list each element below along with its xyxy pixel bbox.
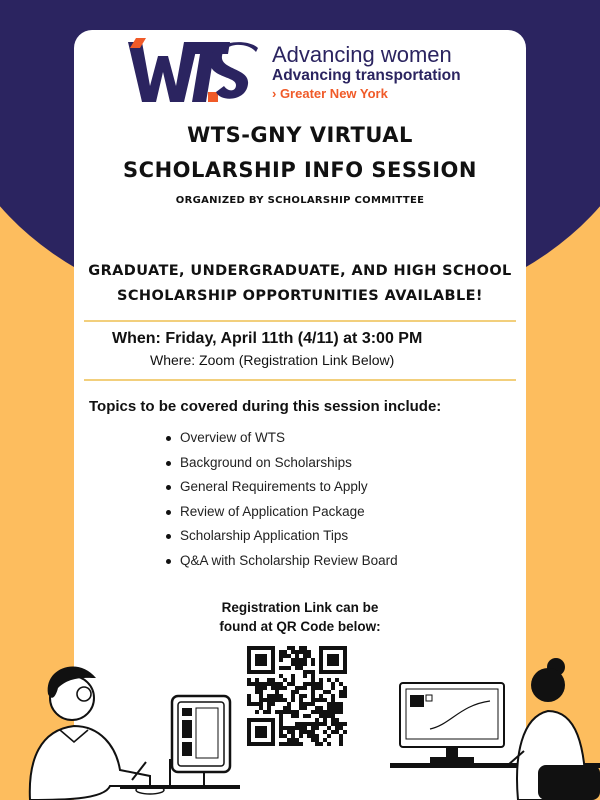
qr-module <box>303 726 307 730</box>
qr-module <box>319 710 323 714</box>
list-item <box>164 553 398 578</box>
qr-module <box>279 682 283 686</box>
qr-module <box>271 686 275 690</box>
qr-module <box>331 686 335 690</box>
topic-text: Q&A with Scholarship Review Board <box>180 552 398 568</box>
bullet-icon <box>166 461 171 466</box>
bullet-icon <box>166 510 171 515</box>
qr-module <box>291 678 295 682</box>
qr-module <box>315 682 319 686</box>
qr-module <box>287 646 291 650</box>
qr-module <box>279 726 283 730</box>
qr-module <box>323 690 327 694</box>
qr-module <box>291 650 295 654</box>
qr-module <box>323 718 327 722</box>
qr-module <box>299 706 303 710</box>
qr-module <box>287 730 291 734</box>
list-item <box>164 479 398 504</box>
qr-module <box>271 682 275 686</box>
qr-module <box>259 702 263 706</box>
qr-module <box>287 726 291 730</box>
qr-module <box>331 714 335 718</box>
qr-module <box>335 730 339 734</box>
qr-module <box>311 710 315 714</box>
qr-module <box>299 730 303 734</box>
person-at-desk-illustration <box>390 655 600 800</box>
person-at-computer-illustration <box>0 650 240 800</box>
qr-module <box>307 722 311 726</box>
qr-module <box>295 714 299 718</box>
qr-module <box>335 678 339 682</box>
opportunities-line2: SCHOLARSHIP OPPORTUNITIES AVAILABLE! <box>117 288 483 304</box>
qr-module <box>303 706 307 710</box>
divider-top <box>84 320 516 322</box>
qr-module <box>291 662 295 666</box>
logo-tagline-women: Advancing women <box>272 42 452 67</box>
organizer-subtitle: ORGANIZED BY SCHOLARSHIP COMMITTEE <box>175 195 425 206</box>
qr-module <box>299 726 303 730</box>
qr-module <box>279 694 283 698</box>
qr-module <box>303 662 307 666</box>
qr-module <box>291 742 295 746</box>
qr-module <box>299 722 303 726</box>
qr-module <box>279 742 283 746</box>
qr-module <box>295 658 299 662</box>
qr-module <box>291 734 295 738</box>
qr-module <box>295 722 299 726</box>
qr-module <box>339 742 343 746</box>
list-item <box>164 455 398 480</box>
qr-module <box>331 710 335 714</box>
qr-module <box>279 730 283 734</box>
qr-module <box>323 714 327 718</box>
qr-module <box>315 738 319 742</box>
qr-module <box>291 730 295 734</box>
qr-module <box>311 726 315 730</box>
opportunities-line1: GRADUATE, UNDERGRADUATE, AND HIGH SCHOOL <box>88 263 512 279</box>
qr-module <box>311 674 315 678</box>
qr-module <box>307 734 311 738</box>
qr-module <box>303 654 307 658</box>
bullet-icon <box>166 559 171 564</box>
list-item <box>164 528 398 553</box>
qr-module <box>315 686 319 690</box>
qr-module <box>319 722 323 726</box>
qr-module <box>327 714 331 718</box>
qr-module <box>307 702 311 706</box>
qr-module <box>271 678 275 682</box>
qr-module <box>311 698 315 702</box>
qr-module <box>259 690 263 694</box>
qr-module <box>295 666 299 670</box>
qr-module <box>291 674 295 678</box>
qr-module <box>267 710 271 714</box>
qr-module <box>315 722 319 726</box>
qr-module <box>323 710 327 714</box>
qr-module <box>311 722 315 726</box>
qr-module <box>311 702 315 706</box>
qr-module <box>283 734 287 738</box>
qr-module <box>339 710 343 714</box>
qr-module <box>299 650 303 654</box>
topic-text: General Requirements to Apply <box>180 479 368 495</box>
qr-module <box>247 702 251 706</box>
qr-module <box>255 690 259 694</box>
qr-module <box>287 666 291 670</box>
bullet-icon <box>166 485 171 490</box>
qr-module <box>343 690 347 694</box>
qr-module <box>331 698 335 702</box>
qr-module <box>255 702 259 706</box>
qr-module <box>303 694 307 698</box>
qr-module <box>259 698 263 702</box>
qr-module <box>299 694 303 698</box>
qr-module <box>279 666 283 670</box>
qr-module <box>339 690 343 694</box>
qr-module <box>315 698 319 702</box>
qr-module <box>251 682 255 686</box>
qr-module <box>307 670 311 674</box>
qr-module <box>327 702 331 706</box>
qr-module <box>283 666 287 670</box>
qr-module <box>295 738 299 742</box>
qr-module <box>323 730 327 734</box>
qr-module <box>299 666 303 670</box>
qr-module <box>291 646 295 650</box>
qr-module <box>331 694 335 698</box>
qr-module <box>339 706 343 710</box>
qr-module <box>255 686 259 690</box>
qr-module <box>275 710 279 714</box>
qr-module <box>295 742 299 746</box>
divider-bottom <box>84 379 516 381</box>
qr-module <box>291 658 295 662</box>
qr-module <box>275 690 279 694</box>
qr-module <box>327 706 331 710</box>
qr-module <box>319 698 323 702</box>
qr-module <box>247 678 251 682</box>
qr-module <box>311 662 315 666</box>
qr-module <box>295 690 299 694</box>
qr-module <box>299 702 303 706</box>
qr-module <box>247 694 251 698</box>
qr-module <box>319 686 323 690</box>
qr-module <box>259 706 263 710</box>
qr-module <box>263 686 267 690</box>
qr-module <box>271 694 275 698</box>
qr-module <box>283 706 287 710</box>
qr-module <box>259 694 263 698</box>
qr-module <box>319 742 323 746</box>
qr-module <box>255 710 259 714</box>
qr-module <box>339 722 343 726</box>
qr-module <box>311 658 315 662</box>
qr-module <box>263 710 267 714</box>
qr-module <box>307 654 311 658</box>
qr-module <box>343 730 347 734</box>
qr-module <box>307 730 311 734</box>
qr-module <box>307 714 311 718</box>
qr-module <box>299 662 303 666</box>
qr-module <box>335 726 339 730</box>
qr-module <box>303 682 307 686</box>
qr-module <box>279 658 283 662</box>
qr-module <box>311 734 315 738</box>
qr-module <box>255 678 259 682</box>
bullet-icon <box>166 436 171 441</box>
qr-module <box>315 718 319 722</box>
qr-module <box>303 702 307 706</box>
topics-list <box>164 430 398 578</box>
qr-module <box>299 742 303 746</box>
qr-module <box>259 686 263 690</box>
qr-module <box>267 678 271 682</box>
qr-module <box>299 686 303 690</box>
qr-module <box>303 646 307 650</box>
qr-module <box>327 734 331 738</box>
qr-module <box>303 650 307 654</box>
topic-text: Review of Application Package <box>180 503 365 519</box>
qr-module <box>267 682 271 686</box>
qr-module <box>303 730 307 734</box>
qr-module <box>295 726 299 730</box>
qr-module <box>287 706 291 710</box>
qr-module <box>303 722 307 726</box>
qr-module <box>339 726 343 730</box>
qr-module <box>339 738 343 742</box>
qr-module <box>275 698 279 702</box>
qr-module <box>335 710 339 714</box>
qr-module <box>343 722 347 726</box>
qr-module <box>279 650 283 654</box>
qr-module <box>311 678 315 682</box>
qr-module <box>339 682 343 686</box>
list-item <box>164 504 398 529</box>
qr-module <box>275 694 279 698</box>
qr-module <box>247 698 251 702</box>
qr-module <box>279 674 283 678</box>
qr-module <box>279 654 283 658</box>
qr-module <box>331 718 335 722</box>
event-where: Where: Zoom (Registration Link Below) <box>150 352 395 368</box>
qr-module <box>279 710 283 714</box>
qr-module <box>311 690 315 694</box>
wts-logo <box>128 38 260 106</box>
qr-module <box>291 738 295 742</box>
qr-module <box>311 730 315 734</box>
qr-module <box>283 710 287 714</box>
qr-module <box>319 694 323 698</box>
qr-module <box>343 694 347 698</box>
qr-module <box>287 682 291 686</box>
qr-module <box>327 742 331 746</box>
qr-module <box>275 686 279 690</box>
topics-heading: Topics to be covered during this session include: <box>89 398 442 415</box>
registration-note-line1: Registration Link can be <box>221 600 379 615</box>
qr-module <box>331 706 335 710</box>
logo-tagline-transportation: Advancing transportation <box>272 67 461 84</box>
qr-module <box>315 734 319 738</box>
qr-module <box>327 710 331 714</box>
qr-module <box>327 678 331 682</box>
qr-module <box>271 698 275 702</box>
qr-module <box>287 702 291 706</box>
qr-module <box>311 682 315 686</box>
qr-module <box>299 698 303 702</box>
qr-module <box>315 726 319 730</box>
qr-module <box>299 734 303 738</box>
qr-module <box>319 706 323 710</box>
qr-module <box>323 698 327 702</box>
qr-module <box>319 714 323 718</box>
qr-module <box>311 694 315 698</box>
qr-module <box>267 706 271 710</box>
qr-module <box>267 694 271 698</box>
qr-module <box>291 682 295 686</box>
qr-module <box>283 686 287 690</box>
qr-module <box>295 710 299 714</box>
qr-module <box>283 678 287 682</box>
qr-module <box>267 698 271 702</box>
qr-module <box>303 674 307 678</box>
qr-module <box>275 682 279 686</box>
qr-module <box>299 658 303 662</box>
qr-module <box>283 698 287 702</box>
page-title-line2: SCHOLARSHIP INFO SESSION <box>123 158 477 182</box>
qr-module <box>283 742 287 746</box>
qr-module <box>291 690 295 694</box>
qr-module <box>323 738 327 742</box>
topic-text: Background on Scholarships <box>180 454 352 470</box>
registration-note-line2: found at QR Code below: <box>219 619 381 634</box>
qr-module <box>315 710 319 714</box>
qr-code-icon[interactable] <box>247 646 347 746</box>
page-title-line1: WTS-GNY VIRTUAL <box>187 123 413 147</box>
qr-module <box>307 650 311 654</box>
qr-module <box>267 702 271 706</box>
qr-module <box>331 730 335 734</box>
qr-module <box>311 686 315 690</box>
qr-module <box>279 734 283 738</box>
qr-module <box>279 722 283 726</box>
qr-module <box>319 678 323 682</box>
qr-module <box>287 738 291 742</box>
qr-module <box>255 682 259 686</box>
qr-module <box>251 702 255 706</box>
qr-module <box>295 686 299 690</box>
qr-module <box>279 714 283 718</box>
qr-module <box>303 658 307 662</box>
qr-module <box>335 718 339 722</box>
qr-module <box>259 682 263 686</box>
qr-module <box>311 738 315 742</box>
qr-module <box>339 694 343 698</box>
qr-module <box>343 686 347 690</box>
event-when: When: Friday, April 11th (4/11) at 3:00 PM <box>112 330 423 347</box>
qr-module <box>295 650 299 654</box>
qr-module <box>331 722 335 726</box>
qr-module <box>299 646 303 650</box>
qr-module <box>295 662 299 666</box>
qr-module <box>291 710 295 714</box>
qr-module <box>263 682 267 686</box>
qr-module <box>331 682 335 686</box>
qr-module <box>287 742 291 746</box>
qr-module <box>319 682 323 686</box>
qr-module <box>311 670 315 674</box>
qr-module <box>335 702 339 706</box>
qr-module <box>303 714 307 718</box>
qr-module <box>283 654 287 658</box>
qr-module <box>287 654 291 658</box>
qr-module <box>295 654 299 658</box>
qr-module <box>323 722 327 726</box>
qr-module <box>339 734 343 738</box>
qr-module <box>247 682 251 686</box>
topic-text: Overview of WTS <box>180 430 286 445</box>
qr-module <box>327 690 331 694</box>
qr-module <box>307 682 311 686</box>
qr-module <box>283 650 287 654</box>
qr-module <box>291 694 295 698</box>
qr-module <box>279 698 283 702</box>
list-item <box>164 430 398 455</box>
qr-module <box>335 706 339 710</box>
qr-module <box>315 742 319 746</box>
qr-module <box>327 726 331 730</box>
qr-module <box>315 706 319 710</box>
qr-module <box>339 702 343 706</box>
qr-module <box>335 722 339 726</box>
qr-module <box>263 698 267 702</box>
qr-module <box>283 726 287 730</box>
qr-module <box>291 698 295 702</box>
qr-module <box>303 670 307 674</box>
qr-module <box>279 686 283 690</box>
qr-module <box>279 718 283 722</box>
qr-module <box>291 714 295 718</box>
qr-module <box>271 702 275 706</box>
logo-chapter-name: › Greater New York <box>272 86 388 101</box>
topic-text: Scholarship Application Tips <box>180 528 349 544</box>
bullet-icon <box>166 534 171 539</box>
qr-module <box>331 702 335 706</box>
qr-module <box>291 726 295 730</box>
qr-module <box>287 710 291 714</box>
qr-module <box>303 686 307 690</box>
